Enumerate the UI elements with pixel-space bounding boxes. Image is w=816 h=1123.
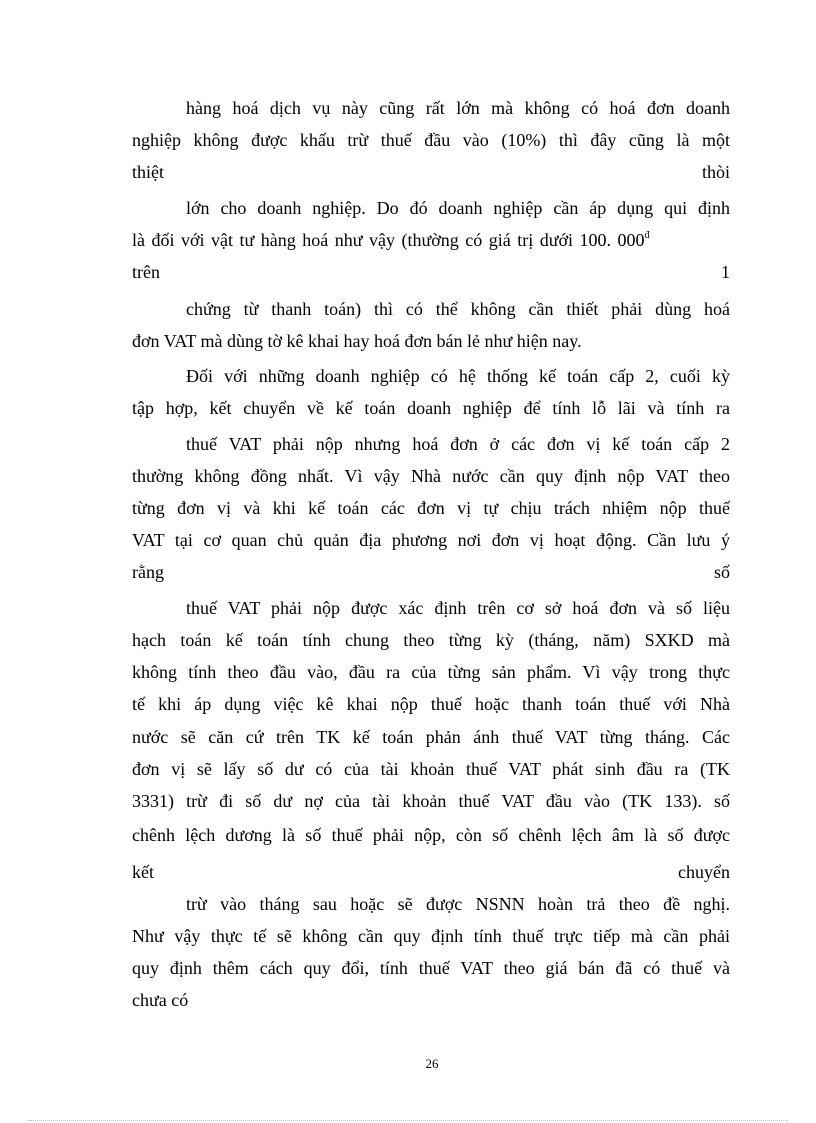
text-line: Như vậy thực tế sẽ không cần quy định tính thuế trực tiếp mà cần phải [132, 926, 730, 946]
text-line: chênh lệch dương là số thuế phải nộp, còn số chênh lệch âm là số được [132, 825, 730, 845]
text-line: đơn vị sẽ lấy số dư có của tài khoản thuế VAT phát sinh đầu ra (TK [132, 759, 730, 779]
page-number: 26 [425, 1056, 439, 1071]
text-line: kết chuyển [132, 862, 730, 882]
text-line: chưa có [132, 990, 189, 1010]
text-line: thuế VAT phải nộp nhưng hoá đơn ở các đơn vị kế toán cấp 2 [186, 434, 730, 454]
page-border-divider [28, 1120, 788, 1121]
text-line: trừ vào tháng sau hoặc sẽ được NSNN hoàn trả theo đề nghị. [186, 894, 730, 914]
text-line: thiệt thòi [132, 162, 730, 182]
text-line: tế khi áp dụng việc kê khai nộp thuế hoặc thanh toán thuế với Nhà [132, 694, 730, 714]
text-line: hạch toán kế toán tính chung theo từng kỳ (tháng, năm) SXKD mà [132, 630, 730, 650]
currency-superscript: đ [644, 230, 650, 241]
text-line: nghiệp không được khấu trừ thuế đầu vào (10%) thì đây cũng là một [132, 130, 730, 150]
text-line: VAT tại cơ quan chủ quản địa phương nơi đơn vị hoạt động. Cần lưu ý [132, 530, 730, 550]
text-line: thuế VAT phải nộp được xác định trên cơ sở hoá đơn và số liệu [186, 598, 730, 618]
text-line: Đối với những doanh nghiệp có hệ thống kế toán cấp 2, cuối kỳ [186, 366, 730, 386]
text-line: tập hợp, kết chuyển về kế toán doanh nghiệp để tính lỗ lãi và tính ra [132, 398, 730, 418]
text-line: thường không đồng nhất. Vì vậy Nhà nước cần quy định nộp VAT theo [132, 466, 730, 486]
text-line: đơn VAT mà dùng tờ kê khai hay hoá đơn bán lẻ như hiện nay. [132, 331, 582, 351]
text-line: hàng hoá dịch vụ này cũng rất lớn mà không có hoá đơn doanh [186, 98, 730, 118]
text-line: 3331) trừ đi số dư nợ của tài khoản thuế VAT đầu vào (TK 133). số [132, 791, 730, 811]
text-line [132, 228, 730, 252]
text-line-content: là đối với vật tư hàng hoá như vậy (thường có giá trị dưới 100. 000 [132, 230, 645, 250]
text-line: chứng từ thanh toán) thì có thể không cần thiết phải dùng hoá [186, 299, 730, 319]
text-line: từng đơn vị và khi kế toán các đơn vị tự chịu trách nhiệm nộp thuế [132, 498, 730, 518]
text-line: rằng số [132, 562, 730, 582]
text-line: lớn cho doanh nghiệp. Do đó doanh nghiệp cần áp dụng qui định [186, 198, 730, 218]
text-line: nước sẽ căn cứ trên TK kế toán phản ánh thuế VAT từng tháng. Các [132, 727, 730, 747]
text-line: không tính theo đầu vào, đầu ra của từng sản phẩm. Vì vậy trong thực [132, 662, 730, 682]
text-line: trên 1 [132, 262, 730, 282]
text-line: quy định thêm cách quy đổi, tính thuế VAT theo giá bán đã có thuế và [132, 958, 730, 978]
